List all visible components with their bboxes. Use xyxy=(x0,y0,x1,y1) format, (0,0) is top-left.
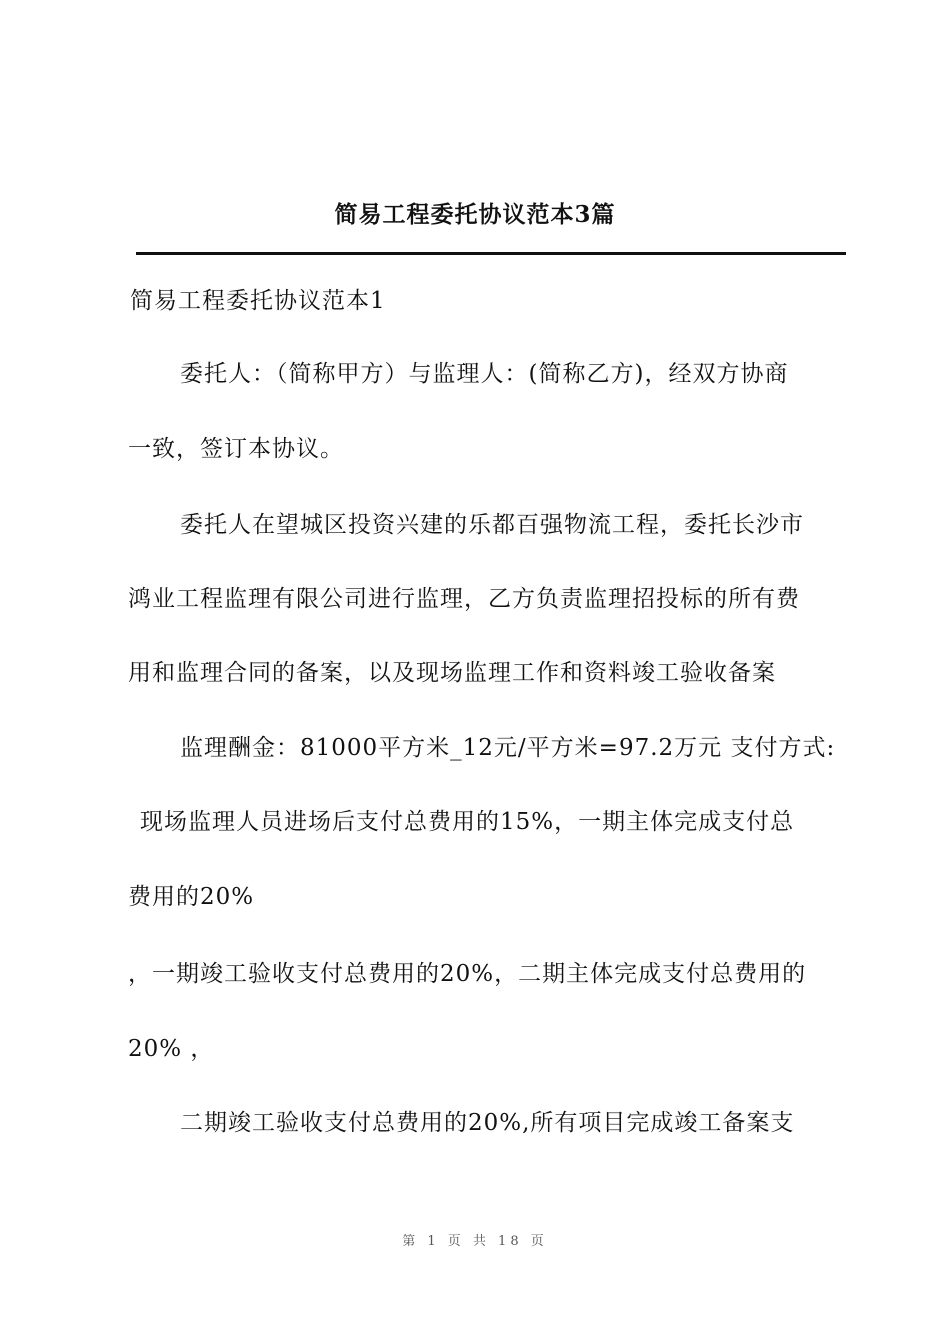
paragraph-line: 二期竣工验收支付总费用的20%,所有项目完成竣工备案支 xyxy=(180,1110,795,1136)
section-heading: 简易工程委托协议范本1 xyxy=(130,288,386,314)
page-footer: 第 1 页 共 18 页 xyxy=(402,1234,548,1249)
paragraph-line: 委托人：（简称甲方）与监理人：(简称乙方)，经双方协商 xyxy=(180,361,789,387)
paragraph-line: 现场监理人员进场后支付总费用的15%，一期主体完成支付总 xyxy=(140,809,795,835)
paragraph-line: 鸿业工程监理有限公司进行监理，乙方负责监理招投标的所有费 xyxy=(128,586,800,612)
document-title: 简易工程委托协议范本3篇 xyxy=(334,201,616,228)
paragraph-line: 一致，签订本协议。 xyxy=(128,436,344,462)
paragraph-line: 用和监理合同的备案，以及现场监理工作和资料竣工验收备案 xyxy=(128,660,776,686)
paragraph-line: 20% ， xyxy=(128,1036,215,1062)
paragraph-line: 委托人在望城区投资兴建的乐都百强物流工程，委托长沙市 xyxy=(180,512,804,538)
paragraph-line: 监理酬金：81000平方米_12元/平方米=97.2万元 支付方式: xyxy=(180,735,836,761)
paragraph-line: ，一期竣工验收支付总费用的20%，二期主体完成支付总费用的 xyxy=(128,961,807,987)
title-divider xyxy=(136,252,846,255)
paragraph-line: 费用的20% xyxy=(128,884,255,910)
